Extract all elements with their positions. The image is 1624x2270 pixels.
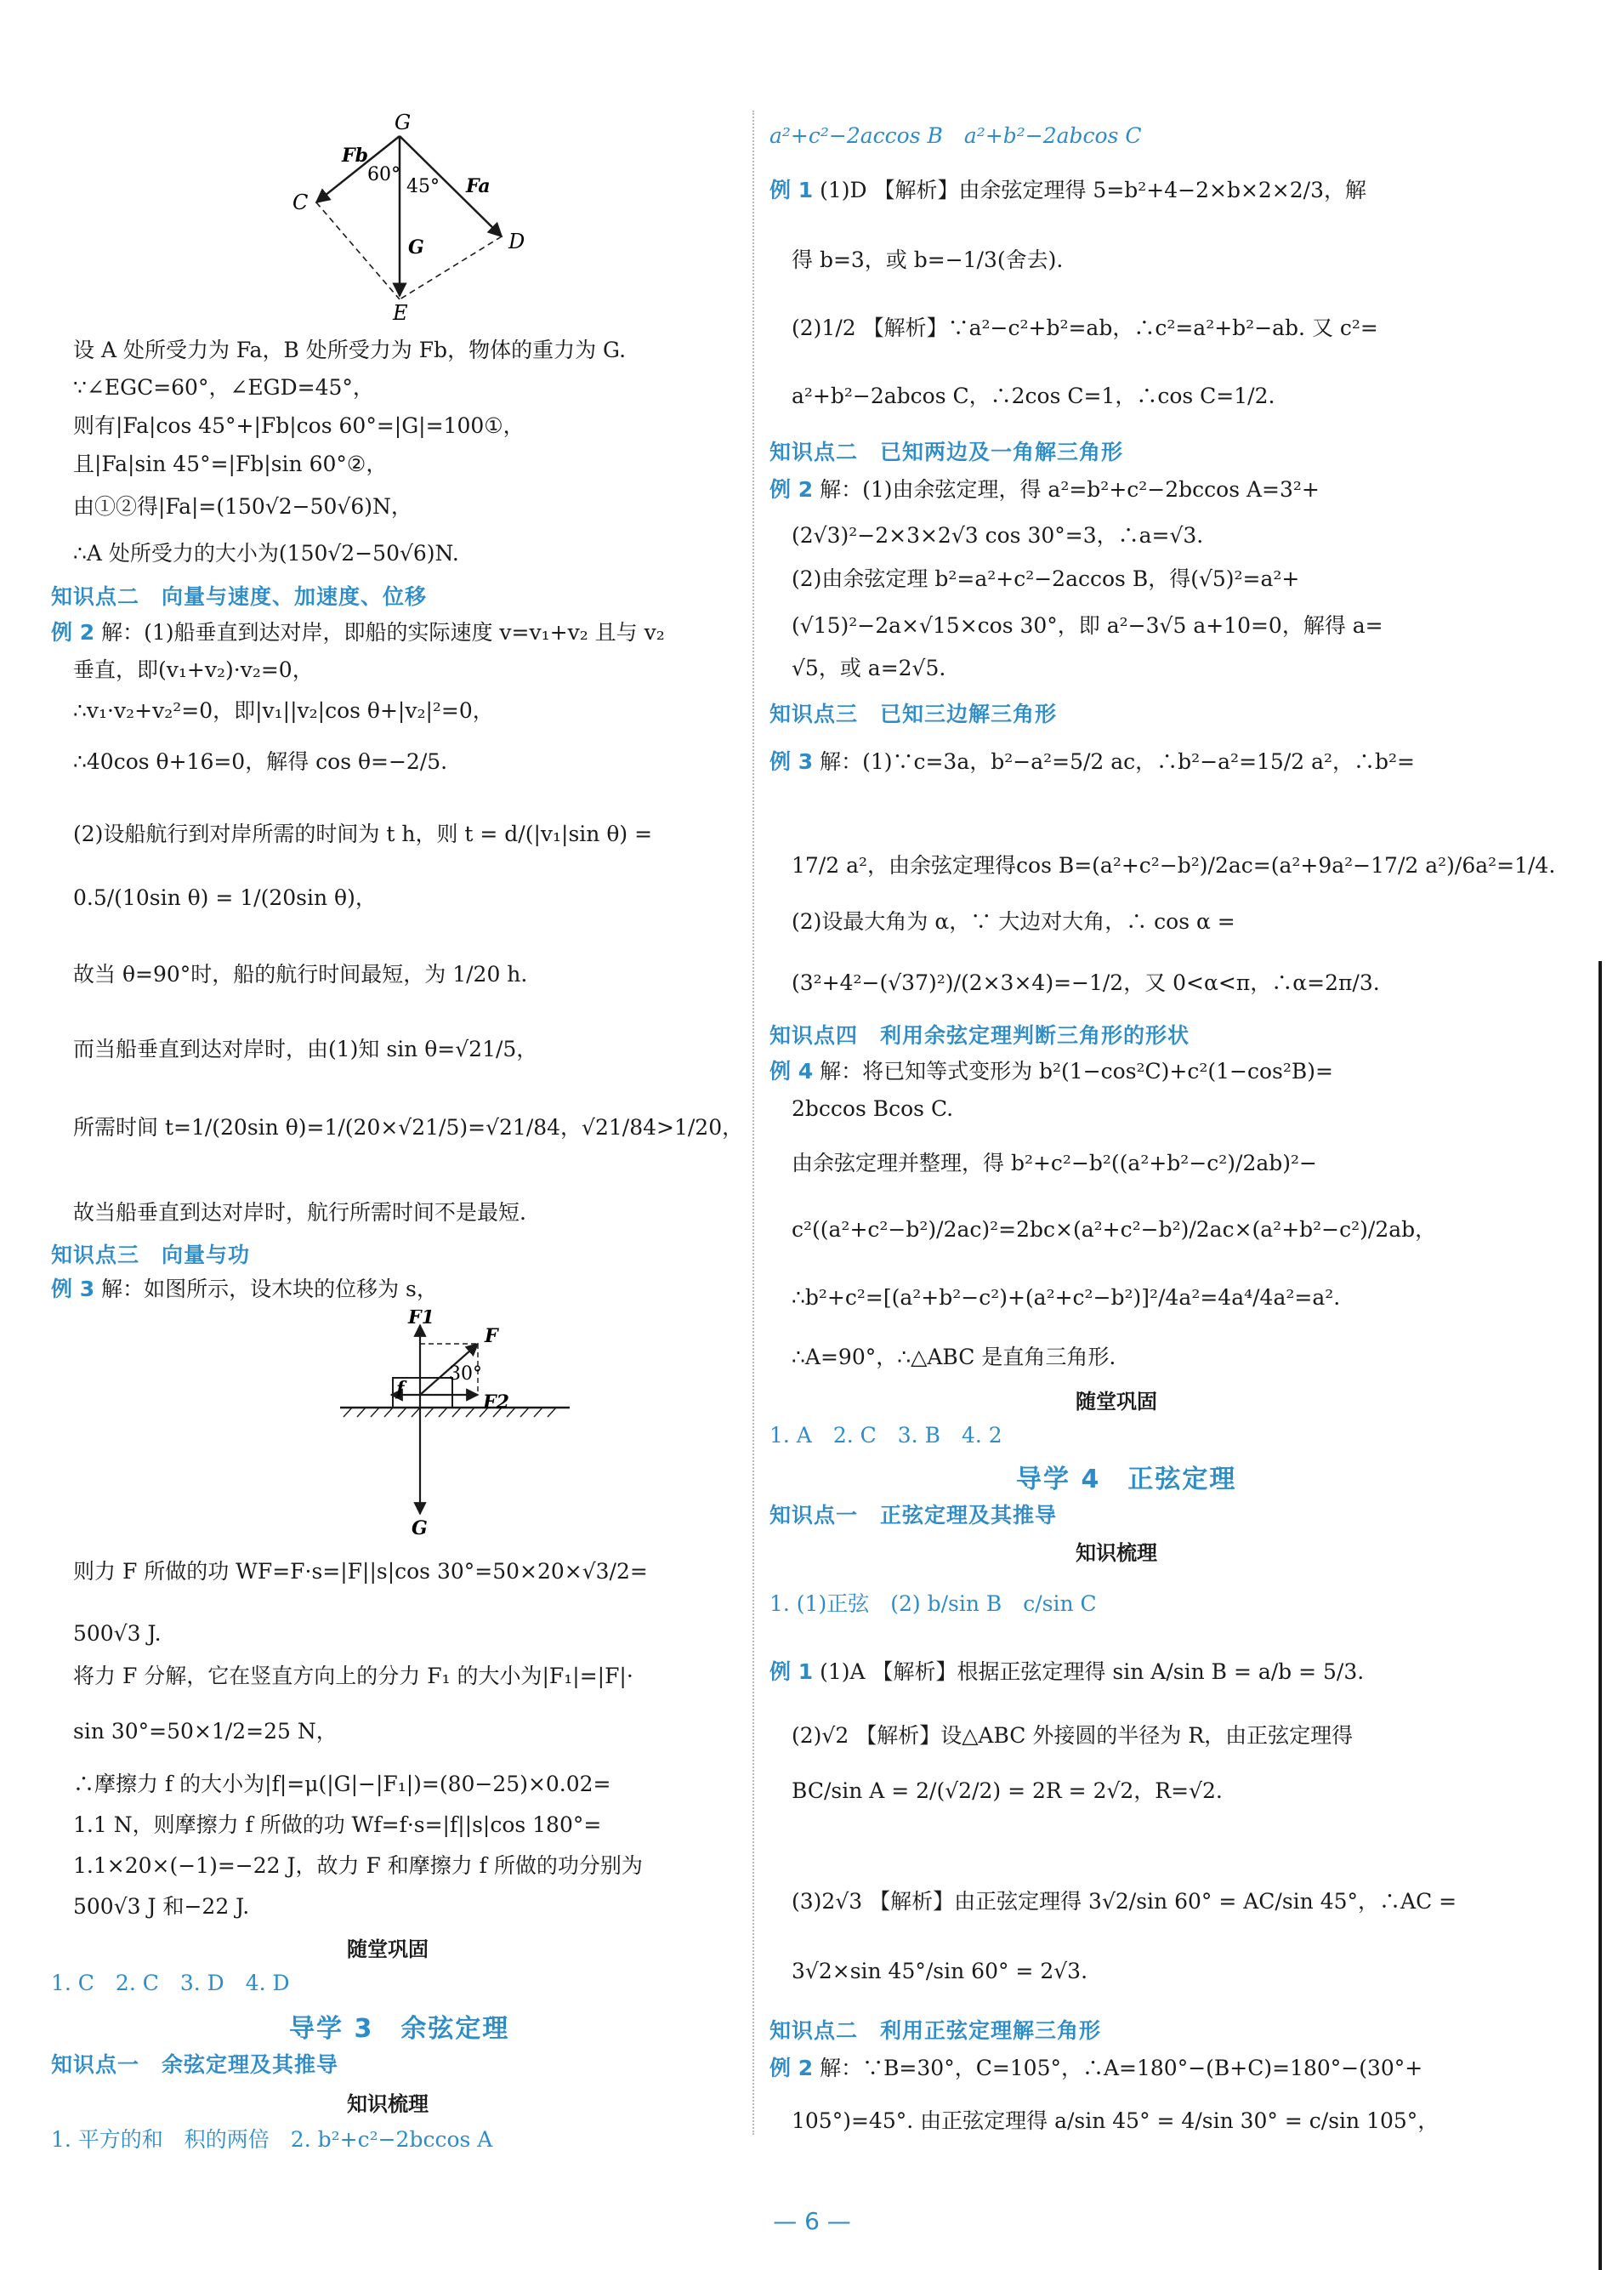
text-line: 3√2×sin 45°/sin 60° = 2√3. — [792, 1959, 1088, 1983]
text-line: 则力 F 所做的功 WF=F·s=|F||s|cos 30°=50×20×√3/2= — [73, 1559, 648, 1584]
text-line: 解：(1)∵c=3a，b²−a²=5/2 ac，∴b²−a²=15/2 a²，∴b²= — [820, 749, 1416, 774]
example-4 — [769, 1058, 1333, 1085]
text-line: 105°)=45°. 由正弦定理得 a/sin 45° = 4/sin 30° = c/sin 105°， — [792, 2108, 1439, 2133]
knowledge-point-heading: 知识点二 向量与速度、加速度、位移 — [51, 584, 428, 609]
text-line: ∴b²+c²=[(a²+b²−c²)+(a²+c²−b²)]²/4a²=4a⁴/4a²=a². — [792, 1285, 1341, 1310]
label-g: G — [412, 1517, 428, 1539]
example-2b — [769, 2055, 1422, 2082]
text-line: 故当 θ=90°时，船的航行时间最短，为 1/20 h. — [73, 962, 528, 987]
text-line: ∴40cos θ+16=0，解得 cos θ=−2/5. — [73, 749, 448, 774]
text-line: 500√3 J. — [73, 1621, 162, 1646]
force-diagram-1 — [281, 111, 604, 332]
text-line: 而当船垂直到达对岸时，由(1)知 sin θ=√21/5， — [73, 1037, 538, 1061]
ground-hatch — [344, 1408, 556, 1417]
example-1 — [769, 177, 1366, 204]
label-e: E — [393, 301, 408, 325]
text-line: 0.5/(10sin θ) = 1/(20sin θ)， — [73, 885, 377, 910]
text-line: 1.1 N，则摩擦力 f 所做的功 Wf=f·s=|f||s|cos 180°= — [73, 1812, 602, 1837]
text-line: 解：如图所示，设木块的位移为 s， — [101, 1277, 438, 1301]
label-f2: F2 — [483, 1391, 509, 1414]
text-line: 且|Fa|sin 45°=|Fb|sin 60°②， — [73, 452, 388, 476]
text-line: 则有|Fa|cos 45°+|Fb|cos 60°=|G|=100①， — [73, 413, 525, 438]
text-line: (2)设最大角为 α，∵ 大边对大角，∴ cos α = — [792, 909, 1235, 934]
text-line: a²+b²−2abcos C，∴2cos C=1，∴cos C=1/2. — [792, 384, 1275, 408]
text-line: 1.1×20×(−1)=−22 J，故力 F 和摩擦力 f 所做的功分别为 — [73, 1853, 643, 1878]
text-line: 设 A 处所受力为 Fa，B 处所受力为 Fb，物体的重力为 G. — [73, 338, 627, 362]
text-line: ∴A 处所受力的大小为(150√2−50√6)N. — [73, 541, 459, 566]
knowledge-point-heading: 知识点四 利用余弦定理判断三角形的形状 — [769, 1023, 1190, 1048]
answer-line: 1. 平方的和 积的两倍 2. b²+c²−2bccos A — [51, 2127, 493, 2152]
answer-line: 1. (1)正弦 (2) b/sin B c/sin C — [769, 1591, 1097, 1616]
example-label: 例 1 — [769, 1659, 814, 1684]
answer-line: 1. A 2. C 3. B 4. 2 — [769, 1423, 1002, 1448]
section-heading: 知识梳理 — [347, 2092, 429, 2116]
text-line: 解：∵B=30°，C=105°，∴A=180°−(B+C)=180°−(30°+ — [820, 2056, 1423, 2080]
section-heading: 随堂巩固 — [1076, 1390, 1157, 1414]
knowledge-point-heading: 知识点一 余弦定理及其推导 — [51, 2052, 339, 2077]
label-f: F — [485, 1325, 498, 1347]
text-line: √5，或 a=2√5. — [792, 656, 946, 680]
page-number: — 6 — — [773, 2207, 851, 2235]
column-divider — [752, 111, 754, 2135]
text-line: 垂直，即(v₁+v₂)·v₂=0， — [73, 657, 314, 682]
example-2 — [769, 476, 1320, 503]
example-label: 例 1 — [769, 178, 814, 202]
force-diagram-2 — [281, 1310, 587, 1539]
label-fb: Fb — [342, 145, 369, 167]
answer-line: 1. C 2. C 3. D 4. D — [51, 1971, 290, 1995]
text-line: 解：(1)由余弦定理，得 a²=b²+c²−2bccos A=3²+ — [820, 477, 1320, 502]
label-angle-45: 45° — [406, 176, 440, 197]
text-line: 解：(1)船垂直到达对岸，即船的实际速度 v=v₁+v₂ 且与 v₂ — [101, 620, 665, 645]
label-fa: Fa — [466, 175, 491, 197]
label-d: D — [508, 230, 525, 253]
example-3 — [769, 748, 1415, 776]
text-line: (√15)²−2a×√15×cos 30°，即 a²−3√5 a+10=0，解得 a= — [792, 613, 1383, 638]
guide-title: 导学 4 正弦定理 — [1016, 1465, 1237, 1494]
text-line: (2√3)²−2×3×2√3 cos 30°=3，∴a=√3. — [792, 523, 1204, 548]
knowledge-point-heading: 知识点三 已知三边解三角形 — [769, 702, 1058, 726]
text-line: 2bccos Bcos C. — [792, 1096, 954, 1121]
text-line: BC/sin A = 2/(√2/2) = 2R = 2√2，R=√2. — [792, 1778, 1223, 1803]
text-line: (3²+4²−(√37)²)/(2×3×4)=−1/2，又 0<α<π，∴α=2π/3. — [792, 970, 1380, 995]
knowledge-point-heading: 知识点二 已知两边及一角解三角形 — [769, 440, 1124, 464]
example-label: 例 3 — [769, 749, 814, 774]
label-angle-60: 60° — [367, 164, 400, 185]
text-line: 17/2 a²，由余弦定理得cos B=(a²+c²−b²)/2ac=(a²+9a²−17/2 a²)/6a²=1/4. — [792, 853, 1556, 878]
label-c: C — [292, 191, 309, 214]
example-label: 例 2 — [51, 620, 95, 645]
text-line: (3)2√3 【解析】由正弦定理得 3√2/sin 60° = AC/sin 45°，∴AC = — [792, 1889, 1457, 1914]
knowledge-point-heading: 知识点三 向量与功 — [51, 1243, 251, 1267]
example-3 — [51, 1276, 438, 1303]
text-line: ∴摩擦力 f 的大小为|f|=μ(|G|−|F₁|)=(80−25)×0.02= — [73, 1772, 611, 1796]
text-line: 解：将已知等式变形为 b²(1−cos²C)+c²(1−cos²B)= — [820, 1059, 1333, 1084]
text-line: 故当船垂直到达对岸时，航行所需时间不是最短. — [73, 1200, 526, 1225]
page-edge-bar — [1598, 961, 1602, 2270]
section-heading: 随堂巩固 — [347, 1937, 429, 1961]
text-line: (2)1/2 【解析】∵a²−c²+b²=ab，∴c²=a²+b²−ab. 又 c²= — [792, 316, 1378, 340]
knowledge-point-heading: 知识点一 正弦定理及其推导 — [769, 1503, 1058, 1528]
label-g-top: G — [395, 111, 412, 134]
text-line: (2)由余弦定理 b²=a²+c²−2accos B，得(√5)²=a²+ — [792, 566, 1300, 591]
text-line: c²((a²+c²−b²)/2ac)²=2bc×(a²+c²−b²)/2ac×(a²+b²−c²)/2ab， — [792, 1217, 1437, 1242]
example-label: 例 4 — [769, 1059, 814, 1084]
answer-line: a²+c²−2accos B a²+b²−2abcos C — [769, 123, 1142, 148]
knowledge-point-heading: 知识点二 利用正弦定理解三角形 — [769, 2018, 1102, 2043]
section-heading: 知识梳理 — [1076, 1541, 1157, 1565]
example-label: 例 3 — [51, 1277, 95, 1301]
example-1b — [769, 1658, 1364, 1686]
example-2 — [51, 619, 665, 646]
text-line: (2)√2 【解析】设△ABC 外接圆的半径为 R，由正弦定理得 — [792, 1723, 1354, 1748]
text-line: sin 30°=50×1/2=25 N， — [73, 1719, 338, 1744]
guide-title: 导学 3 余弦定理 — [289, 2014, 510, 2044]
text-line: ∴A=90°，∴△ABC 是直角三角形. — [792, 1345, 1116, 1369]
text-line: 500√3 J 和−22 J. — [73, 1894, 250, 1919]
text-line: 由①②得|Fa|=(150√2−50√6)N， — [73, 494, 412, 519]
dashed-ce — [316, 202, 400, 299]
example-label: 例 2 — [769, 477, 814, 502]
label-g-vector: G — [408, 236, 424, 259]
text-line: 所需时间 t=1/(20sin θ)=1/(20×√21/5)=√21/84，√21/84>1/20， — [73, 1115, 744, 1140]
label-friction: f — [396, 1378, 405, 1400]
text-line: (1)A 【解析】根据正弦定理得 sin A/sin B = a/b = 5/3. — [820, 1659, 1365, 1684]
text-line: 得 b=3，或 b=−1/3(舍去). — [792, 247, 1064, 272]
text-line: ∴v₁·v₂+v₂²=0，即|v₁||v₂|cos θ+|v₂|²=0， — [73, 698, 494, 723]
label-angle-30: 30° — [449, 1363, 482, 1385]
example-label: 例 2 — [769, 2056, 814, 2080]
text-line: 由余弦定理并整理，得 b²+c²−b²((a²+b²−c²)/2ab)²− — [792, 1151, 1318, 1175]
text-line: (1)D 【解析】由余弦定理得 5=b²+4−2×b×2×2/3，解 — [820, 178, 1366, 202]
text-line: (2)设船航行到对岸所需的时间为 t h，则 t = d/(|v₁|sin θ) = — [73, 822, 653, 846]
text-line: ∵∠EGC=60°，∠EGD=45°， — [73, 375, 374, 400]
text-line: 将力 F 分解，它在竖直方向上的分力 F₁ 的大小为|F₁|=|F|· — [73, 1664, 633, 1688]
label-f1: F1 — [408, 1310, 434, 1328]
